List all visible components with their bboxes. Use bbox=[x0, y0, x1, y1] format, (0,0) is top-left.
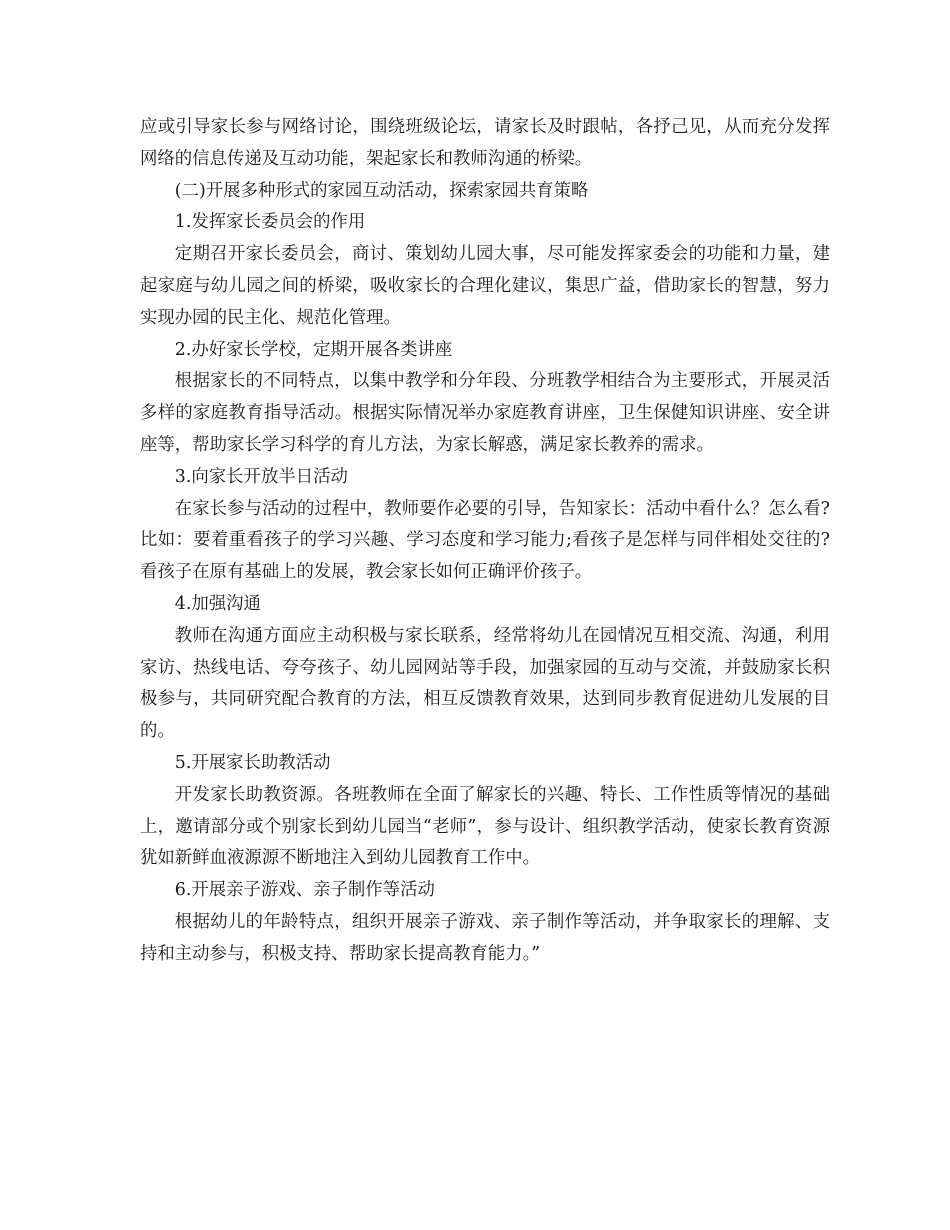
subheading-open-half-day: 3.向家长开放半日活动 bbox=[174, 466, 348, 487]
subheading-parent-assistant: 5.开展家长助教活动 bbox=[174, 752, 331, 773]
paragraph-open-half-day: 在家长参与活动的过程中，教师要作必要的引导，告知家长：活动中看什么？怎么看?比如：要着重看孩子的学习兴趣、学习态度和学习能力;看孩子是怎样与同伴相处交往的?看孩子在原有基础上的发展，教会家长如何正确评价孩子。 bbox=[140, 498, 830, 583]
paragraph-network-discussion: 应或引导家长参与网络讨论，围绕班级论坛，请家长及时跟帖，各抒己见，从而充分发挥网络的信息传递及互动功能，架起家长和教师沟通的桥梁。 bbox=[140, 117, 830, 169]
subheading-parent-child-activities: 6.开展亲子游戏、亲子制作等活动 bbox=[174, 880, 435, 901]
subheading-parent-school: 2.办好家长学校，定期开展各类讲座 bbox=[174, 339, 453, 360]
subheading-parent-committee: 1.发挥家长委员会的作用 bbox=[174, 212, 366, 233]
paragraph-parent-assistant: 开发家长助教资源。各班教师在全面了解家长的兴趣、特长、工作性质等情况的基础上，邀请部分或个别家长到幼儿园当“老师”，参与设计、组织教学活动，使家长教育资源犹如新鲜血液源源不断地注入到幼儿园教育工作中。 bbox=[140, 784, 830, 869]
subheading-communication: 4.加强沟通 bbox=[174, 593, 261, 614]
document-body bbox=[140, 112, 830, 971]
paragraph-communication: 教师在沟通方面应主动积极与家长联系，经常将幼儿在园情况互相交流、沟通，利用家访、热线电话、夸夸孩子、幼儿园网站等手段，加强家园的互动与交流，并鼓励家长积极参与，共同研究配合教育的方法，相互反馈教育效果，达到同步教育促进幼儿发展的目的。 bbox=[140, 625, 830, 742]
paragraph-parent-committee: 定期召开家长委员会，商讨、策划幼儿园大事，尽可能发挥家委会的功能和力量，建起家庭与幼儿园之间的桥梁，吸收家长的合理化建议，集思广益，借助家长的智慧，努力实现办园的民主化、规范化管理。 bbox=[140, 244, 830, 328]
paragraph-parent-child-activities: 根据幼儿的年龄特点，组织开展亲子游戏、亲子制作等活动，并争取家长的理解、支持和主动参与，积极支持、帮助家长提高教育能力。” bbox=[140, 911, 830, 964]
paragraph-parent-school: 根据家长的不同特点，以集中教学和分年段、分班教学相结合为主要形式，开展灵活多样的家庭教育指导活动。根据实际情况举办家庭教育讲座，卫生保健知识讲座、安全讲座等，帮助家长学习科学的育儿方法，为家长解惑，满足家长教养的需求。 bbox=[140, 371, 830, 455]
section-heading-home-school-activities: (二)开展多种形式的家园互动活动，探索家园共育策略 bbox=[174, 180, 589, 201]
